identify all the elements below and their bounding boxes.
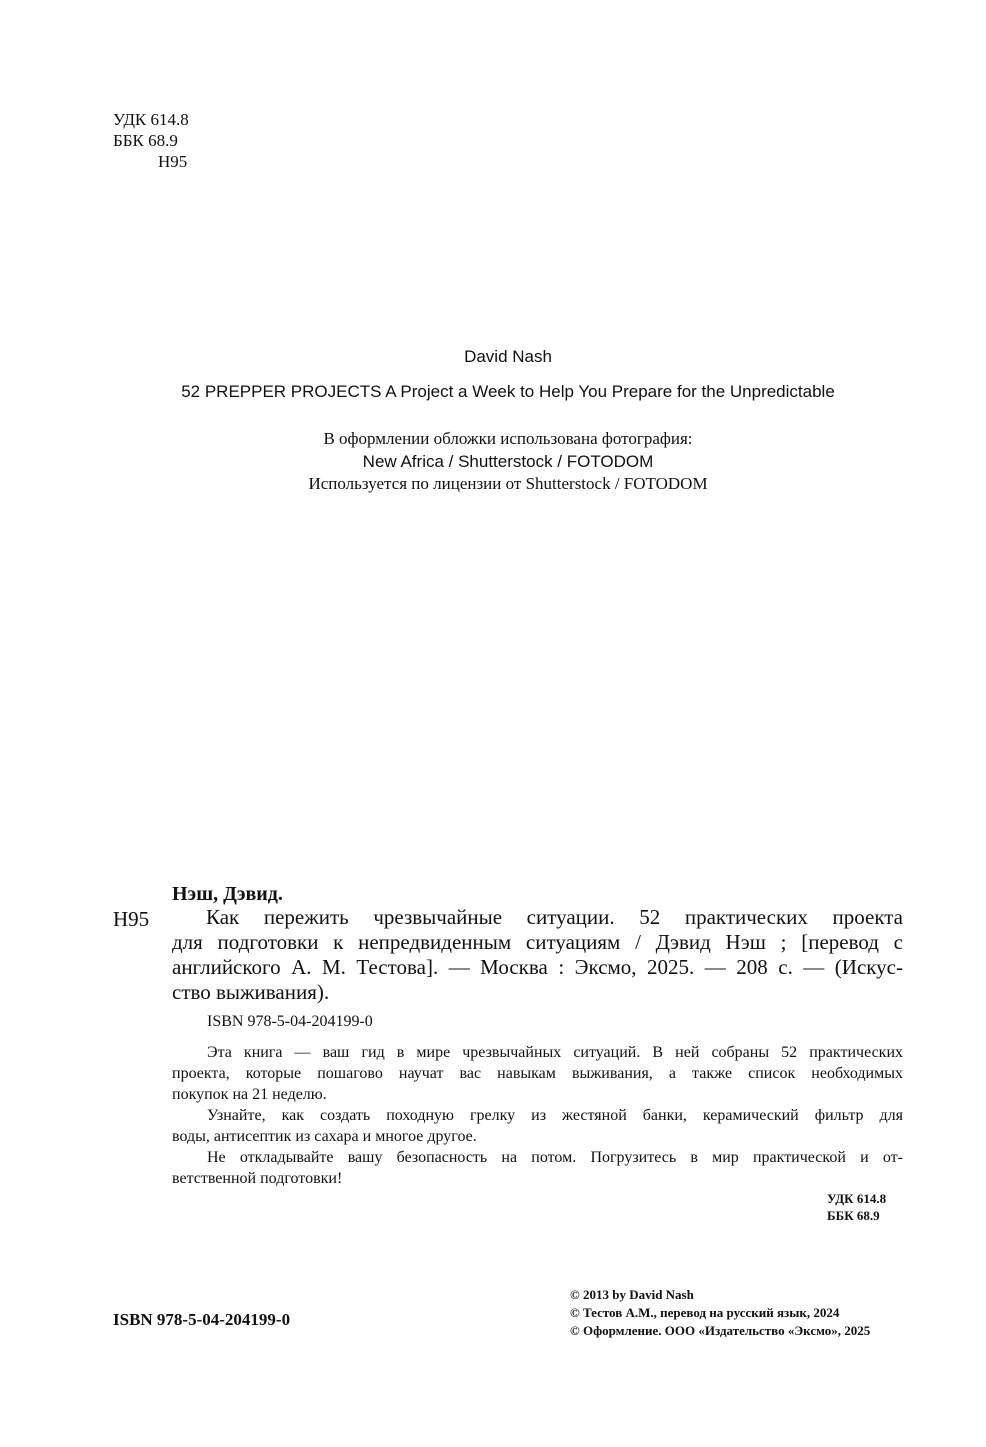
record-line: для подготовки к непредвиденным ситуациям / Дэвид Нэш ; [перевод с: [172, 930, 903, 954]
annotation-line: проекта, которые пошагово научат вас навыкам выживания, а также список необходимых: [172, 1065, 903, 1082]
udk-code-top: УДК 614.8: [113, 110, 189, 129]
annotation-line: ветственной подготовки!: [172, 1170, 343, 1187]
annotation-line: Не откладывайте вашу безопасность на потом. Погрузитесь в мир практической и от-: [207, 1149, 903, 1166]
original-title: 52 PREPPER PROJECTS A Project a Week to Help You Prepare for the Unpredictable: [181, 382, 835, 401]
annotation-line: Эта книга — ваш гид в мире чрезвычайных ситуаций. В ней собраны 52 практических: [207, 1044, 903, 1061]
annotation: [172, 1042, 903, 1189]
annotation-line: воды, антисептик из сахара и многое другое.: [172, 1128, 477, 1145]
bibliographic-record: [172, 905, 903, 1005]
bbk-code-bottom: ББК 68.9: [827, 1208, 880, 1223]
annotation-line: покупок на 21 неделю.: [172, 1086, 327, 1103]
record-author-heading: Нэш, Дэвид.: [172, 883, 283, 905]
copyright-line-3: © Оформление. ООО «Издательство «Эксмо», 2025: [570, 1323, 871, 1338]
bbk-code-top: ББК 68.9: [113, 131, 178, 150]
copyright-line-1: © 2013 by David Nash: [570, 1287, 694, 1302]
copyright-line-2: © Тестов А.М., перевод на русский язык, 2024: [570, 1305, 840, 1320]
original-author: David Nash: [464, 347, 552, 366]
cover-credit-line-3: Используется по лицензии от Shutterstock / FOTODOM: [308, 474, 708, 493]
isbn-bottom: ISBN 978-5-04-204199-0: [113, 1310, 291, 1329]
author-mark-top: Н95: [158, 152, 188, 171]
annotation-line: Узнайте, как создать походную грелку из жестяной банки, керамический фильтр для: [207, 1107, 903, 1124]
record-author-mark: Н95: [113, 907, 150, 931]
record-line: Как пережить чрезвычайные ситуации. 52 практических проекта: [206, 905, 903, 929]
cover-credit-line-1: В оформлении обложки использована фотография:: [323, 429, 693, 448]
udk-code-bottom: УДК 614.8: [827, 1191, 887, 1206]
record-line: английского А. М. Тестова]. — Москва : Эксмо, 2025. — 208 с. — (Искус-: [172, 955, 903, 979]
record-isbn: ISBN 978-5-04-204199-0: [207, 1013, 373, 1030]
cover-credit-line-2: New Africa / Shutterstock / FOTODOM: [362, 452, 654, 471]
record-line: ство выживания).: [172, 980, 330, 1004]
